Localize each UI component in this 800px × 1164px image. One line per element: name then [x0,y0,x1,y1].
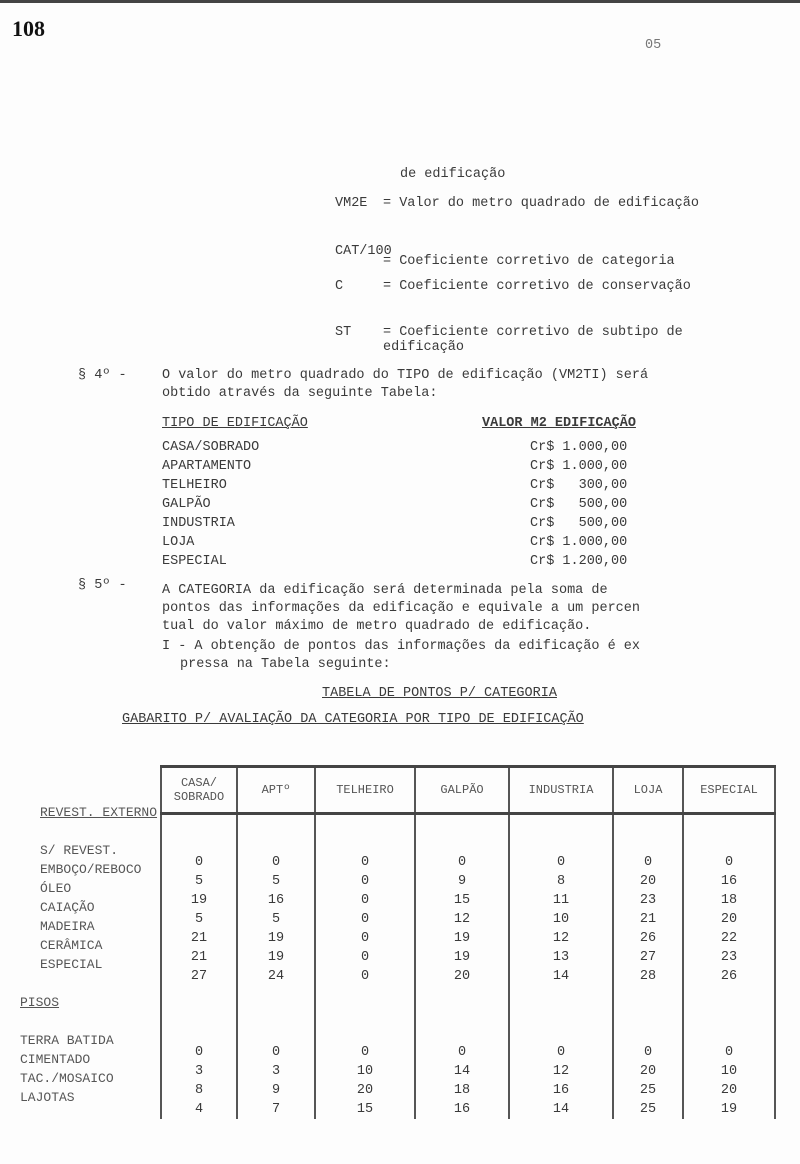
cell-value: 7 [237,1100,315,1119]
value-table-header-type: TIPO DE EDIFICAÇÃO [162,416,308,431]
paragraph-mark: § 5º - [78,578,127,593]
cell-value: 0 [509,1043,613,1062]
value-table-value: Cr$ 1.000,00 [530,535,628,550]
cell-value: 16 [415,1100,509,1119]
cell-value: 5 [237,910,315,929]
empty-cell [315,1024,415,1043]
empty-cell [613,834,683,853]
cell-value: 19 [237,948,315,967]
cell-value: 0 [315,853,415,872]
spacer [20,1014,157,1033]
definition-term: VM2E [335,196,368,211]
spacer-row [161,986,775,1005]
cell-value: 20 [613,872,683,891]
cell-value: 23 [613,891,683,910]
cell-value: 0 [315,929,415,948]
group-title: PISOS [20,995,60,1010]
empty-cell [161,1005,237,1024]
empty-cell [683,986,775,1005]
row-labels [20,805,157,1109]
cell-value: 25 [613,1100,683,1119]
cell-value: 14 [509,1100,613,1119]
cell-value: 8 [161,1081,237,1100]
empty-cell [161,834,237,853]
column-header: CASA/ SOBRADO [161,767,237,814]
cell-value: 19 [683,1100,775,1119]
empty-cell [613,1005,683,1024]
cell-value: 22 [683,929,775,948]
table-subtitle: GABARITO P/ AVALIAÇÃO DA CATEGORIA POR TIPO DE EDIFICAÇÃO [122,712,584,727]
cell-value: 28 [613,967,683,986]
empty-cell [415,1005,509,1024]
column-header: GALPÃO [415,767,509,814]
empty-cell [315,1005,415,1024]
cell-value: 19 [415,929,509,948]
cell-value: 20 [415,967,509,986]
empty-cell [237,1024,315,1043]
table-row [161,1081,775,1100]
cell-value: 16 [237,891,315,910]
cell-value: 24 [237,967,315,986]
value-table-value: Cr$ 1.000,00 [530,459,628,474]
scan-edge [0,0,800,3]
paragraph-mark: § 4º - [78,368,127,383]
empty-cell [613,1024,683,1043]
empty-cell [683,1005,775,1024]
spacer [20,976,157,995]
empty-cell [161,814,237,835]
spacer-row [161,1024,775,1043]
cell-value: 9 [237,1081,315,1100]
column-header: APTº [237,767,315,814]
cell-value: 14 [415,1062,509,1081]
value-table-value: Cr$ 1.000,00 [530,440,628,455]
paragraph-5-item: I - A obtenção de pontos das informações da edificação é ex [162,639,640,654]
empty-cell [613,986,683,1005]
cell-value: 9 [415,872,509,891]
empty-cell [237,814,315,835]
empty-cell [683,1024,775,1043]
table-row [161,910,775,929]
table-row [161,967,775,986]
cell-value: 0 [415,853,509,872]
group-title: REVEST. EXTERNO [40,805,158,820]
empty-cell [415,986,509,1005]
cell-value: 11 [509,891,613,910]
value-table-type: APARTAMENTO [162,459,252,474]
cell-value: 21 [613,910,683,929]
page-ref: 05 [645,38,662,53]
row-label: CERÂMICA [40,938,103,953]
row-label: ÓLEO [40,881,72,896]
cell-value: 19 [161,891,237,910]
cell-value: 0 [161,1043,237,1062]
cell-value: 0 [315,891,415,910]
paragraph-4-line: obtido através da seguinte Tabela: [162,386,438,401]
empty-cell [161,1024,237,1043]
empty-cell [237,834,315,853]
table-row [161,1043,775,1062]
cell-value: 0 [315,1043,415,1062]
column-header: INDUSTRIA [509,767,613,814]
cell-value: 21 [161,948,237,967]
cell-value: 26 [613,929,683,948]
cell-value: 4 [161,1100,237,1119]
row-label: LAJOTAS [20,1090,75,1105]
table-row [161,891,775,910]
cell-value: 12 [415,910,509,929]
value-table-value: Cr$ 1.200,00 [530,554,628,569]
table-row [161,948,775,967]
paragraph-4-line: O valor do metro quadrado do TIPO de edificação (VM2TI) será [162,368,649,383]
cell-value: 0 [683,853,775,872]
empty-cell [237,1005,315,1024]
cell-value: 19 [415,948,509,967]
value-table-type: TELHEIRO [162,478,227,493]
empty-cell [161,986,237,1005]
empty-cell [509,814,613,835]
empty-cell [315,986,415,1005]
empty-cell [683,834,775,853]
spacer-row [161,1005,775,1024]
definition-4: = Coeficiente corretivo de subtipo de edificação [383,325,683,355]
cell-value: 20 [315,1081,415,1100]
paragraph-5-line: pontos das informações da edificação e equivale a um percen [162,601,640,616]
definition-term: C [335,279,344,294]
value-table-type: GALPÃO [162,497,211,512]
table-title: TABELA DE PONTOS P/ CATEGORIA [322,686,557,701]
empty-cell [315,814,415,835]
cell-value: 0 [613,1043,683,1062]
value-table-value: Cr$ 500,00 [530,497,628,512]
cell-value: 0 [613,853,683,872]
cell-value: 3 [237,1062,315,1081]
cell-value: 10 [315,1062,415,1081]
spacer [20,824,157,843]
cell-value: 3 [161,1062,237,1081]
value-table-value: Cr$ 500,00 [530,516,628,531]
value-table-header-value: VALOR M2 EDIFICAÇÃO [482,416,636,431]
cell-value: 8 [509,872,613,891]
paragraph-5-line: tual do valor máximo de metro quadrado de edificação. [162,619,592,634]
cell-value: 16 [509,1081,613,1100]
empty-cell [509,1024,613,1043]
cell-value: 0 [161,853,237,872]
empty-cell [509,834,613,853]
paragraph-5-item: pressa na Tabela seguinte: [180,657,391,672]
cell-value: 27 [613,948,683,967]
cell-value: 23 [683,948,775,967]
value-table-type: INDUSTRIA [162,516,235,531]
cell-value: 0 [509,853,613,872]
cell-value: 26 [683,967,775,986]
page-number: 108 [12,16,45,41]
row-label: CIMENTADO [20,1052,91,1067]
definition-2: = Coeficiente corretivo de categoria [383,254,675,269]
cell-value: 0 [315,910,415,929]
table-row [161,1062,775,1081]
row-label: EMBOÇO/REBOCO [40,862,142,877]
cell-value: 0 [315,948,415,967]
cell-value: 0 [683,1043,775,1062]
empty-cell [237,986,315,1005]
cell-value: 20 [683,1081,775,1100]
cell-value: 0 [315,967,415,986]
empty-cell [509,986,613,1005]
cell-value: 0 [237,1043,315,1062]
empty-cell [315,834,415,853]
table-row [161,853,775,872]
definition-term: ST [335,325,352,340]
column-header: ESPECIAL [683,767,775,814]
table-row [161,929,775,948]
cell-value: 19 [237,929,315,948]
cell-value: 18 [415,1081,509,1100]
cell-value: 5 [237,872,315,891]
cell-value: 0 [237,853,315,872]
cell-value: 15 [415,891,509,910]
cell-value: 20 [683,910,775,929]
cell-value: 15 [315,1100,415,1119]
paragraph-5-line: A CATEGORIA da edificação será determinada pela soma de [162,583,608,598]
points-table [160,765,776,1119]
row-label: TAC./MOSAICO [20,1071,114,1086]
cell-value: 25 [613,1081,683,1100]
value-table-type: ESPECIAL [162,554,227,569]
cell-value: 14 [509,967,613,986]
column-header: LOJA [613,767,683,814]
empty-cell [613,814,683,835]
row-label: CAIAÇÃO [40,900,95,915]
cell-value: 10 [683,1062,775,1081]
cell-value: 5 [161,910,237,929]
row-label: ESPECIAL [40,957,103,972]
spacer-row [161,814,775,835]
cell-value: 10 [509,910,613,929]
cell-value: 20 [613,1062,683,1081]
definition-1: = Valor do metro quadrado de edificação [383,196,699,211]
definition-term: CAT/100 [335,244,392,259]
value-table-type: LOJA [162,535,195,550]
cell-value: 12 [509,929,613,948]
table-row [161,872,775,891]
value-table-type: CASA/SOBRADO [162,440,260,455]
empty-cell [415,814,509,835]
cell-value: 13 [509,948,613,967]
cell-value: 21 [161,929,237,948]
definition-0: de edificação [400,167,506,182]
empty-cell [509,1005,613,1024]
cell-value: 18 [683,891,775,910]
cell-value: 27 [161,967,237,986]
cell-value: 0 [315,872,415,891]
cell-value: 5 [161,872,237,891]
empty-cell [415,1024,509,1043]
column-header: TELHEIRO [315,767,415,814]
cell-value: 16 [683,872,775,891]
row-label: TERRA BATIDA [20,1033,114,1048]
definition-3: = Coeficiente corretivo de conservação [383,279,691,294]
row-label: S/ REVEST. [40,843,119,858]
empty-cell [415,834,509,853]
empty-cell [683,814,775,835]
spacer-row [161,834,775,853]
row-label: MADEIRA [40,919,95,934]
table-row [161,1100,775,1119]
cell-value: 0 [415,1043,509,1062]
cell-value: 12 [509,1062,613,1081]
value-table-value: Cr$ 300,00 [530,478,628,493]
